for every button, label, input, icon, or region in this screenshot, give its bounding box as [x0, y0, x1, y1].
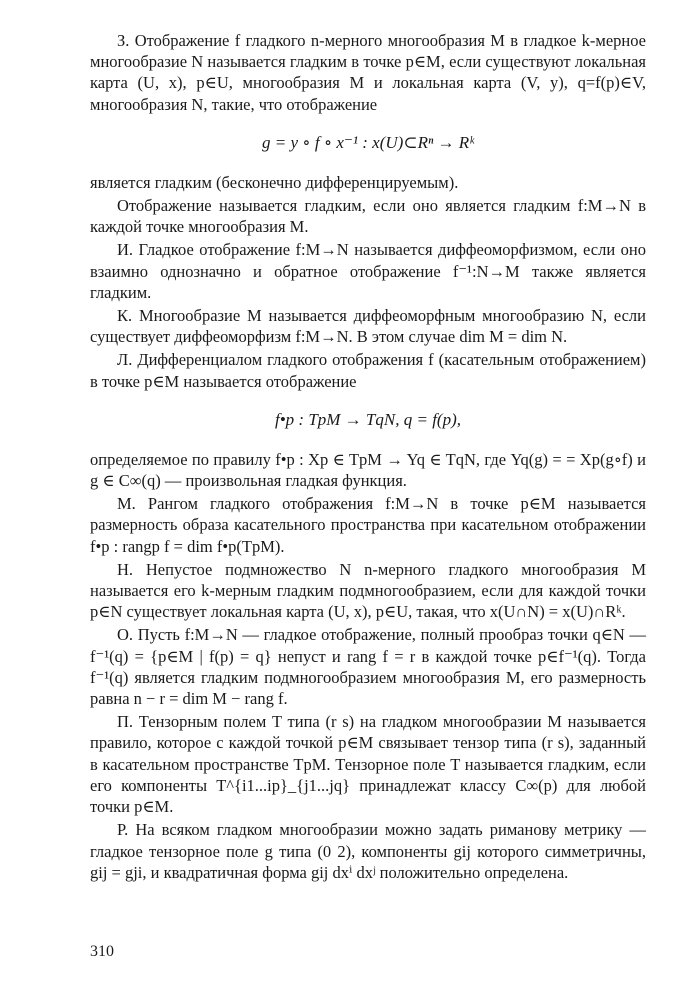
- paragraph-z: З. Отображение f гладкого n-мерного многообразия M в гладкое k-мерное многообразие N называется гладким в точке p∈M, если существуют локальная карта (U, x), p∈U, многообразия M и локальная карта (V, y), q=f(p)∈V, многообразия N, такие, что отображение: [90, 31, 646, 114]
- formula-z: g = y ∘ f ∘ x⁻¹ : x(U)⊂Rⁿ → Rᵏ: [262, 132, 474, 152]
- formula-l: f•p : TpM → TqN, q = f(p),: [274, 409, 461, 429]
- paragraph-o: О. Пусть f:M→N — гладкое отображение, полный прообраз точки q∈N — f⁻¹(q) = {p∈M | f(p) = q} непуст и rang f = r в каждой точке p∈f⁻¹(q). Тогда f⁻¹(q) является гладким подмногообразием многообразия M, его размерность равна n − r = dim M − rang f.: [90, 625, 646, 709]
- paragraph-smooth: Отображение называется гладким, если оно является гладким f:M→N в каждой точке многообразия M.: [90, 196, 646, 237]
- page-number: 310: [90, 943, 114, 960]
- paragraph-r: Р. На всяком гладком многообразии можно задать риманову метрику — гладкое тензорное поле g типа (0 2), компоненты gij которого симметричны, gij = gji, и квадратичная форма gij dxⁱ dxʲ положительно определена.: [90, 820, 646, 882]
- paragraph-k: К. Многообразие M называется диффеоморфным многообразию N, если существует диффеоморфизм f:M→N. В этом случае dim M = dim N.: [90, 306, 646, 347]
- paragraph-z-tail: является гладким (бесконечно дифференцируемым).: [90, 172, 459, 192]
- paragraph-n: Н. Непустое подмножество N n-мерного гладкого многообразия M называется его k-мерным гладким подмногообразием, если для каждой точки p∈N существует локальная карта (U, x), p∈U, такая, что x(U∩N) = x(U)∩Rᵏ.: [90, 559, 646, 622]
- paragraph-m: М. Рангом гладкого отображения f:M→N в точке p∈M называется размерность образа касательного пространства при касательном отображении f•p : rangp f = dim f•p(TpM).: [90, 494, 646, 556]
- page-body: [90, 30, 646, 885]
- paragraph-l: Л. Дифференциалом гладкого отображения f (касательным отображением) в точке p∈M называется отображение: [90, 350, 646, 391]
- paragraph-p: П. Тензорным полем T типа (r s) на гладком многообразии M называется правило, которое с каждой точкой p∈M связывает тензор типа (r s), заданный в касательном пространстве TpM. Тензорное поле T называется гладким, если его компоненты T^{i1...ip}_{j1...jq} принадлежат классу C∞(p) для любой точки p∈M.: [90, 712, 646, 817]
- paragraph-i: И. Гладкое отображение f:M→N называется диффеоморфизмом, если оно взаимно однозначно и обратное отображение f⁻¹:N→M также является гладким.: [90, 240, 646, 302]
- paragraph-l-tail: определяемое по правилу f•p : Xp ∈ TpM → Yq ∈ TqN, где Yq(g) = = Xp(g∘f) и g ∈ C∞(q) — произвольная гладкая функция.: [90, 449, 646, 491]
